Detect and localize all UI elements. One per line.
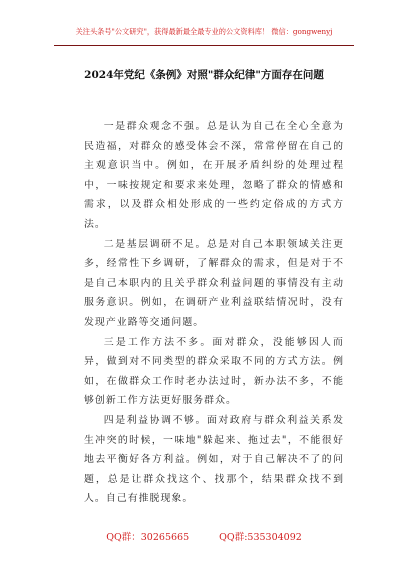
header-divider bbox=[54, 45, 354, 46]
document-body bbox=[84, 117, 344, 509]
paragraph-2: 二是基层调研不足。总是对自己本职领域关注更多，经常性下乡调研，了解群众的需求，但是对于不是自己本职内的且关乎群众利益问题的事情没有主动服务意识。例如，在调研产业利益联结情况时，没有发现产业路等交通问题。 bbox=[84, 238, 344, 328]
paragraph-1: 一是群众观念不强。总是认为自己在全心全意为民造福，对群众的感受体会不深，常常停留在自己的主观意识当中。例如，在开展矛盾纠纷的处理过程中，一味按规定和要求来处理，忽略了群众的情感和需求，以及群众相处形成的一些约定俗成的方式方法。 bbox=[84, 121, 344, 230]
document-title: 2024年党纪《条例》对照"群众纪律"方面存在问题 bbox=[84, 69, 324, 81]
paragraph-3: 三是工作方法不多。面对群众，没能够因人而异，做到对不同类型的群众采取不同的方式方法。例如，在做群众工作时老办法过时，新办法不多，不能够创新工作方法更好服务群众。 bbox=[84, 336, 344, 407]
paragraph-4: 四是利益协调不够。面对政府与群众利益关系发生冲突的时候，一味地"躲起来、拖过去"，不能很好地去平衡好各方利益。例如，对于自己解决不了的问题，总是让群众找这个、找那个，结果群众找不到人。自己有推脱现象。 bbox=[84, 414, 344, 505]
footer-contact bbox=[0, 532, 408, 544]
footer-qq-group-2: QQ群:535304092 bbox=[219, 532, 302, 543]
header-note: 关注头条号"公文研究"，获得最新最全最专业的公文资料库！ 微信：gongwenyj bbox=[75, 27, 333, 36]
footer-qq-group-1: QQ群：30265665 bbox=[106, 532, 190, 543]
